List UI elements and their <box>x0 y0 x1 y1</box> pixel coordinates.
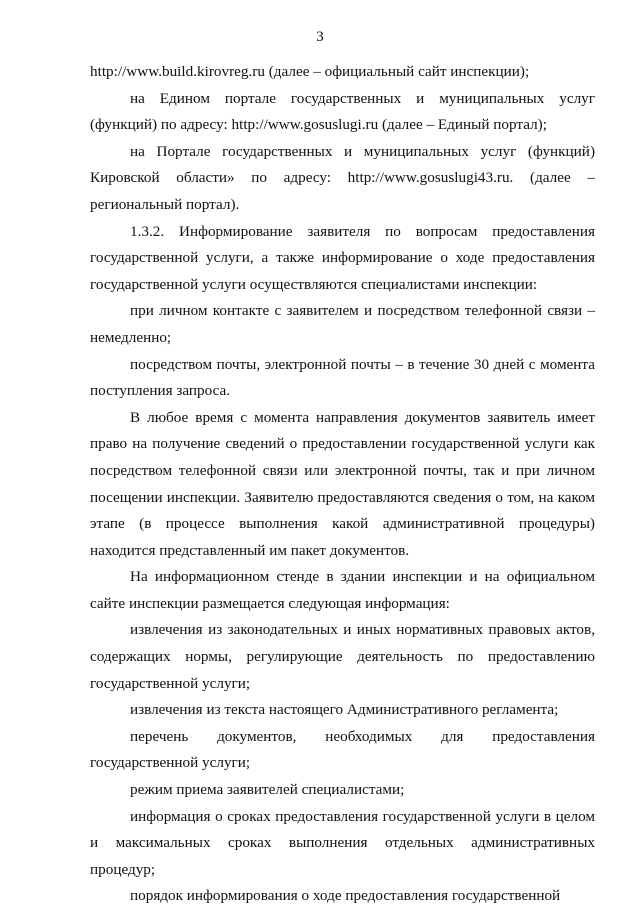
paragraph-official-site: http://www.build.kirovreg.ru (далее – официальный сайт инспекции); <box>90 63 530 80</box>
paragraph-regional-portal: на Портале государственных и муниципальных услуг (функций) Кировской области» по адресу: http://www.gosuslugi43.ru. (далее – региональный портал). <box>90 142 595 213</box>
paragraph-unified-portal: на Едином портале государственных и муниципальных услуг (функций) по адресу: http://www.gosuslugi.ru (далее – Единый портал); <box>90 89 595 134</box>
list-item-progress-informing: порядок информирования о ходе предоставления государственной <box>130 887 561 905</box>
list-item-legal-extracts: извлечения из законодательных и иных нормативных правовых актов, содержащих нормы, регулирующие деятельность по предоставлению государственной услуги; <box>90 621 595 692</box>
page-number: 3 <box>316 29 324 45</box>
list-item-documents-list: перечень документов, необходимых для предоставления государственной услуги; <box>90 727 595 772</box>
paragraph-status-information: В любое время с момента направления документов заявитель имеет право на получение сведений о предоставлении государственной услуги как посредством телефонной связи или электронной почты, так и при личном посещении инспекции. Заявителю предоставляются сведения о том, на каком этапе (в процессе выполнения какой административной процедуры) находится представленный им пакет документов. <box>90 408 595 559</box>
paragraph-section-1-3-2: 1.3.2. Информирование заявителя по вопросам предоставления государственной услуги, а также информирование о ходе предоставления государственной услуги осуществляются специалистами инспекции: <box>90 222 595 293</box>
paragraph-personal-contact: при личном контакте с заявителем и посредством телефонной связи – немедленно; <box>90 302 595 346</box>
paragraph-info-stand: На информационном стенде в здании инспекции и на официальном сайте инспекции размещается следующая информация: <box>90 568 595 612</box>
list-item-regulation-extracts: извлечения из текста настоящего Административного регламента; <box>130 701 559 719</box>
list-item-deadlines: информация о сроках предоставления государственной услуги в целом и максимальных сроках выполнения отдельных административных процедур; <box>90 807 595 878</box>
paragraph-mail-response: посредством почты, электронной почты – в течение 30 дней с момента поступления запроса. <box>90 355 595 400</box>
document-body <box>90 59 595 910</box>
list-item-reception-schedule: режим приема заявителей специалистами; <box>130 781 405 799</box>
